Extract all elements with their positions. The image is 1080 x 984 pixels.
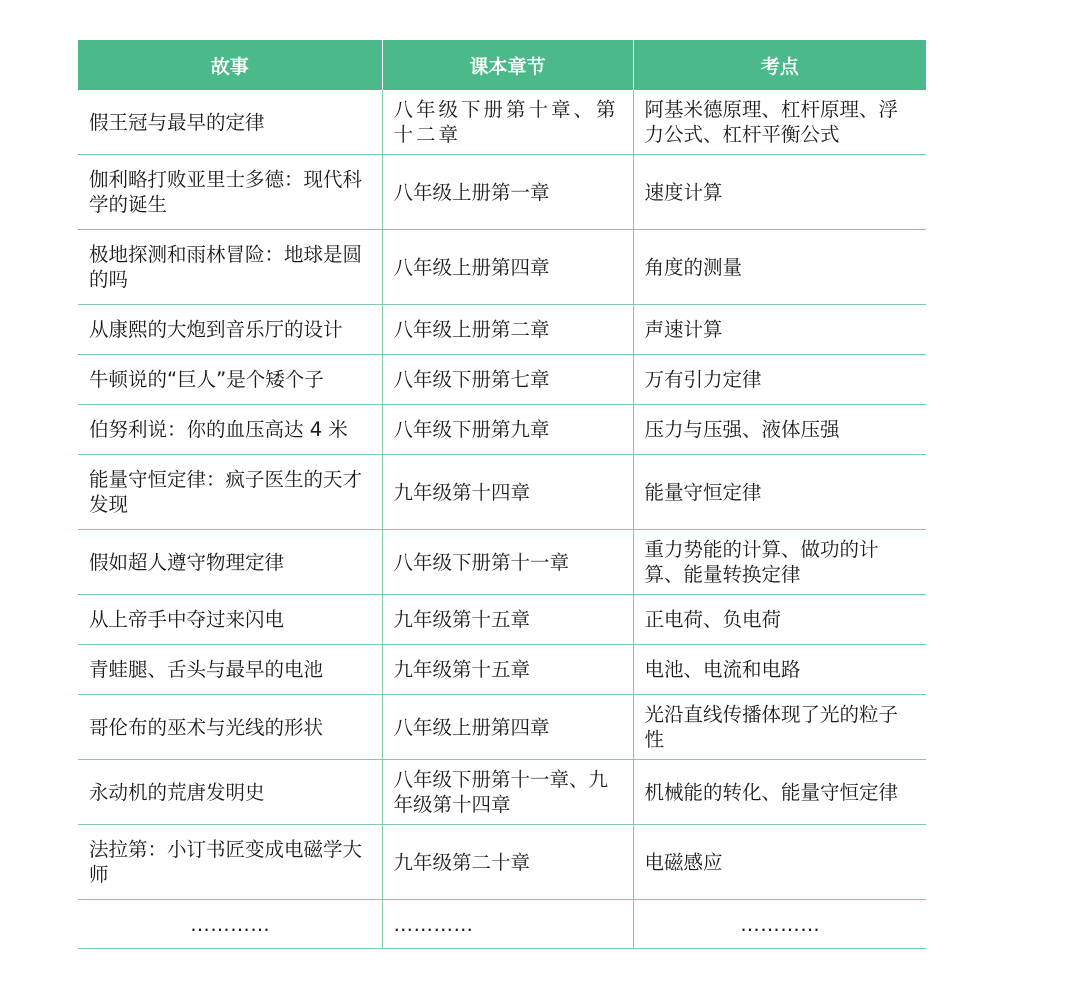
table-header-row — [78, 40, 926, 90]
cell-exam-point: 万有引力定律 — [633, 355, 926, 405]
cell-exam-point: 角度的测量 — [633, 230, 926, 305]
table-row — [78, 355, 926, 405]
cell-chapter: 八年级下册第十一章 — [382, 530, 633, 595]
cell-chapter: 八年级上册第一章 — [382, 155, 633, 230]
header-exam-point: 考点 — [633, 40, 926, 90]
header-chapter: 课本章节 — [382, 40, 633, 90]
cell-exam-point: 声速计算 — [633, 305, 926, 355]
cell-exam-point: 能量守恒定律 — [633, 455, 926, 530]
cell-exam-point: 电池、电流和电路 — [633, 645, 926, 695]
cell-story: 从康熙的大炮到音乐厅的设计 — [78, 305, 382, 355]
table-row — [78, 760, 926, 825]
table-row — [78, 230, 926, 305]
cell-chapter: 八年级上册第二章 — [382, 305, 633, 355]
cell-story: 青蛙腿、舌头与最早的电池 — [78, 645, 382, 695]
cell-story: 法拉第：小订书匠变成电磁学大师 — [78, 825, 382, 900]
cell-chapter: 九年级第十五章 — [382, 595, 633, 645]
cell-chapter: 八年级下册第十一章、九年级第十四章 — [382, 760, 633, 825]
table-row — [78, 530, 926, 595]
cell-chapter: 九年级第二十章 — [382, 825, 633, 900]
cell-exam-point: 光沿直线传播体现了光的粒子性 — [633, 695, 926, 760]
cell-story: 牛顿说的“巨人”是个矮个子 — [78, 355, 382, 405]
cell-story: 从上帝手中夺过来闪电 — [78, 595, 382, 645]
cell-chapter: 九年级第十四章 — [382, 455, 633, 530]
cell-exam-point: 机械能的转化、能量守恒定律 — [633, 760, 926, 825]
table-row — [78, 645, 926, 695]
cell-chapter: 八年级上册第四章 — [382, 695, 633, 760]
cell-exam-point: 重力势能的计算、做功的计算、能量转换定律 — [633, 530, 926, 595]
physics-stories-table — [78, 40, 926, 949]
table-row — [78, 695, 926, 760]
table-row — [78, 155, 926, 230]
cell-exam-point: 速度计算 — [633, 155, 926, 230]
header-story: 故事 — [78, 40, 382, 90]
cell-story: 极地探测和雨林冒险：地球是圆的吗 — [78, 230, 382, 305]
cell-story: 伯努利说：你的血压高达 4 米 — [78, 405, 382, 455]
table-row — [78, 595, 926, 645]
cell-chapter: 八年级下册第十章、第十二章 — [382, 90, 633, 155]
cell-story: 永动机的荒唐发明史 — [78, 760, 382, 825]
cell-chapter: 八年级上册第四章 — [382, 230, 633, 305]
table-row — [78, 825, 926, 900]
cell-chapter: 九年级第十五章 — [382, 645, 633, 695]
table-container — [78, 40, 926, 949]
table-row — [78, 455, 926, 530]
cell-chapter: ………… — [382, 900, 633, 949]
table-row-ellipsis — [78, 900, 926, 949]
table-row — [78, 405, 926, 455]
cell-exam-point: 正电荷、负电荷 — [633, 595, 926, 645]
cell-exam-point: 压力与压强、液体压强 — [633, 405, 926, 455]
cell-story: 哥伦布的巫术与光线的形状 — [78, 695, 382, 760]
table-row — [78, 305, 926, 355]
cell-story: ………… — [78, 900, 382, 949]
cell-chapter: 八年级下册第七章 — [382, 355, 633, 405]
cell-story: 伽利略打败亚里士多德：现代科学的诞生 — [78, 155, 382, 230]
cell-exam-point: ………… — [633, 900, 926, 949]
cell-story: 假王冠与最早的定律 — [78, 90, 382, 155]
cell-story: 能量守恒定律：疯子医生的天才发现 — [78, 455, 382, 530]
table-row — [78, 90, 926, 155]
cell-chapter: 八年级下册第九章 — [382, 405, 633, 455]
cell-exam-point: 阿基米德原理、杠杆原理、浮力公式、杠杆平衡公式 — [633, 90, 926, 155]
cell-story: 假如超人遵守物理定律 — [78, 530, 382, 595]
cell-exam-point: 电磁感应 — [633, 825, 926, 900]
